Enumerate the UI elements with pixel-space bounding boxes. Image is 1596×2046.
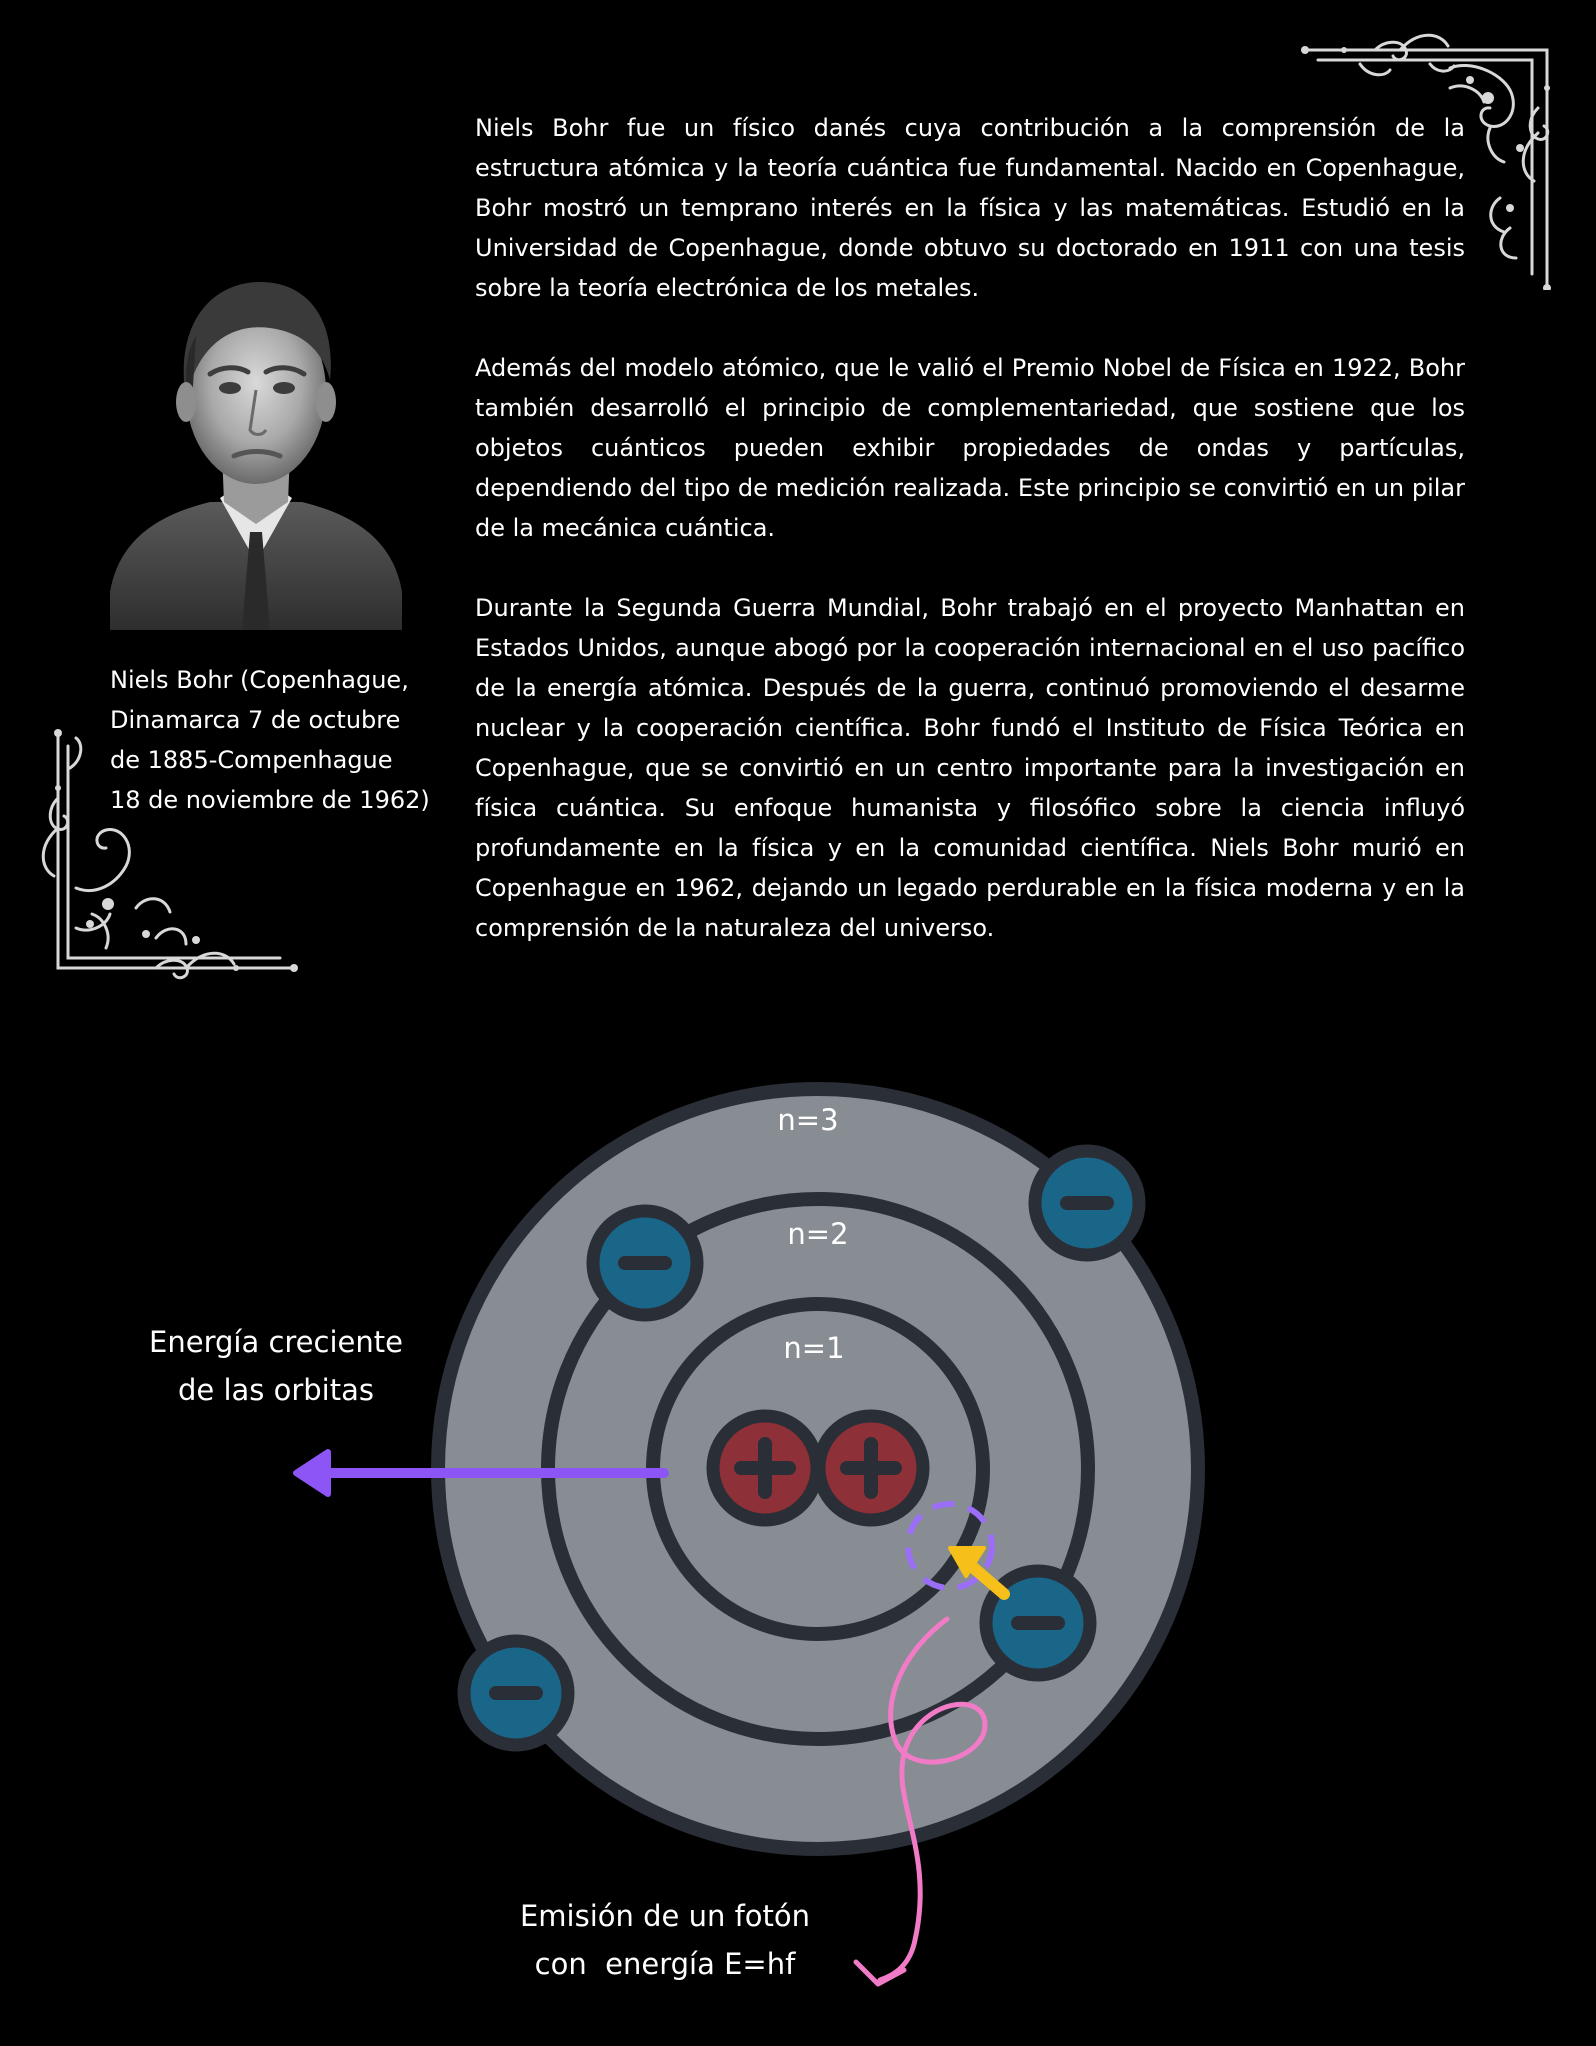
photon-arrowhead — [856, 1962, 904, 1984]
proton-1 — [713, 1416, 817, 1520]
biography-paragraph-1: Niels Bohr fue un físico danés cuya contribución a la comprensión de la estructura atómica y la teoría cuántica fue fundamental. Nacido en Copenhague, Bohr mostró un temprano interés en la física y las matemáticas. Estudió en la Universidad de Copenhague, donde obtuvo su doctorado en 1911 con una tesis sobre la teoría electrónica de los metales. — [475, 114, 1465, 302]
biography-paragraph-2: Además del modelo atómico, que le valió el Premio Nobel de Física en 1922, Bohr también desarrolló el principio de complementariedad, que sostiene que los objetos cuánticos pueden exhibir propiedades de ondas y partículas, dependiendo del tipo de medición realizada. Este principio se convirtió en un pilar de la mecánica cuántica. — [475, 354, 1465, 542]
electron-4 — [464, 1641, 568, 1745]
bohr-model-diagram — [0, 1060, 1596, 2046]
orbit-label-n2: n=2 — [787, 1217, 849, 1251]
photon-label: Emisión de un fotón con energía E=hf — [519, 1899, 820, 1981]
portrait-caption: Niels Bohr (Copenhague, Dinamarca 7 de octubre de 1885-Compenhague 18 de noviembre de 1962) — [110, 666, 430, 814]
proton-2 — [819, 1416, 923, 1520]
energy-label: Energía creciente de las orbitas — [149, 1325, 403, 1407]
electron-1 — [593, 1211, 697, 1315]
electron-2 — [1035, 1151, 1139, 1255]
orbit-label-n3: n=3 — [777, 1103, 839, 1137]
corner-ornament-bottom-left — [36, 728, 298, 990]
bohr-portrait — [110, 262, 402, 630]
orbit-label-n1: n=1 — [783, 1331, 845, 1365]
biography-paragraph-3: Durante la Segunda Guerra Mundial, Bohr trabajó en el proyecto Manhattan en Estados Unidos, aunque abogó por la cooperación internacional en el uso pacífico de la energía atómica. Después de la guerra, continuó promoviendo el desarme nuclear y la cooperación científica. Bohr fundó el Instituto de Física Teórica en Copenhague, que se convirtió en un centro importante para la investigación en física cuántica. Su enfoque humanista y filosófico sobre la ciencia influyó profundamente en la física y en la comunidad científica. Niels Bohr murió en Copenhague en 1962, dejando un legado perdurable en la física moderna y en la comprensión de la naturaleza del universo. — [475, 594, 1465, 942]
energy-arrowhead — [296, 1452, 328, 1494]
biography-text — [475, 108, 1465, 988]
